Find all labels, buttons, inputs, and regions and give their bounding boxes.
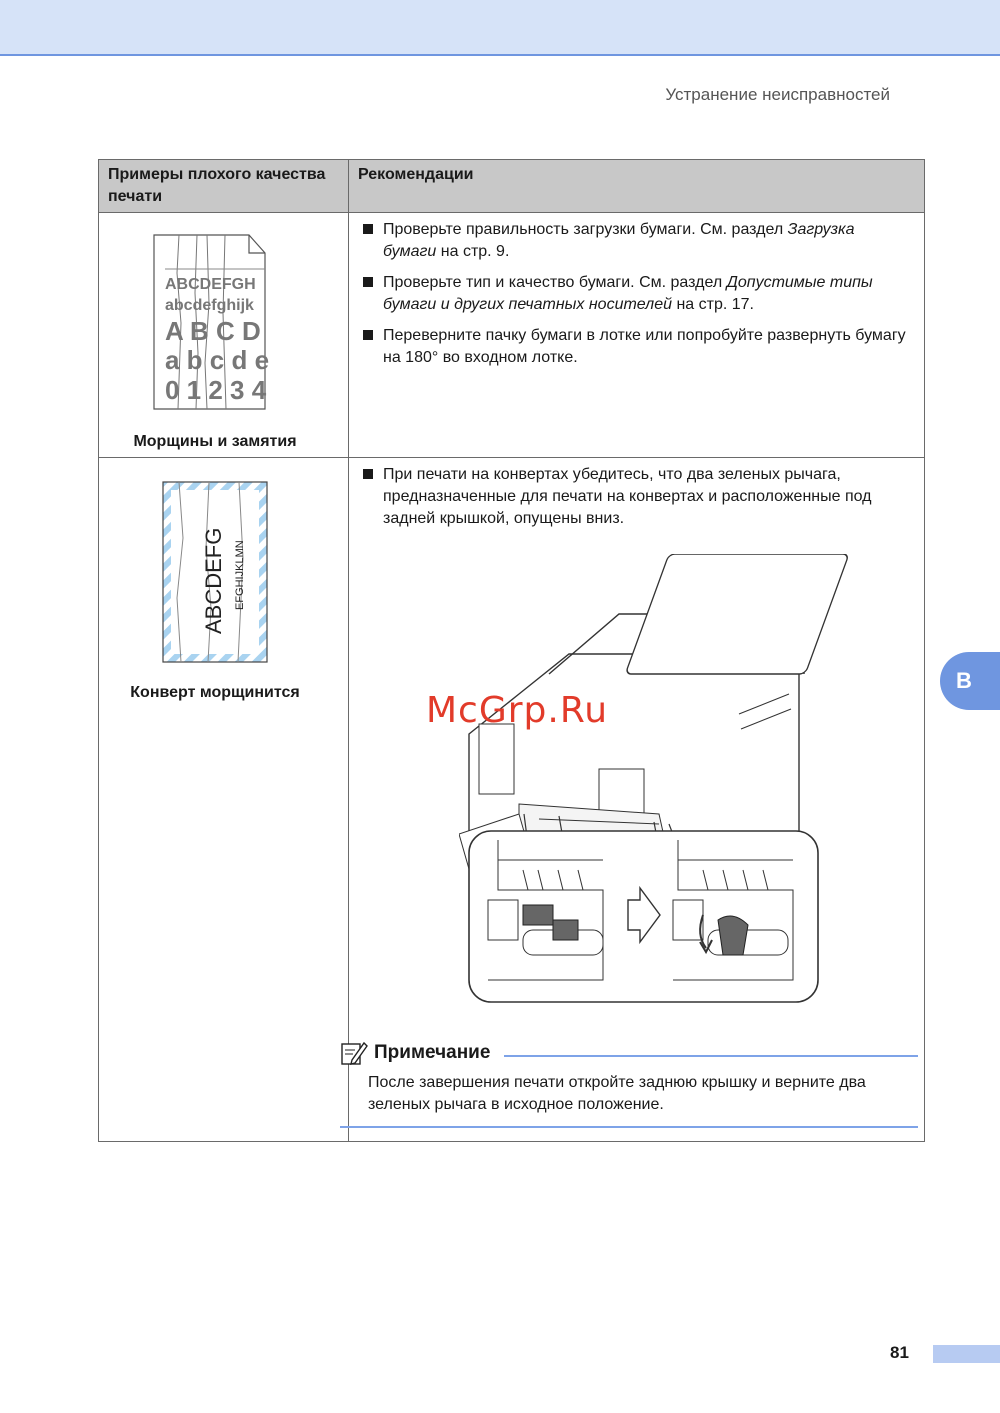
square-bullet-icon: [363, 224, 373, 234]
chapter-tab: B: [940, 652, 1000, 710]
envelope-line-2: EFGHIJKLMN: [234, 540, 246, 610]
wrinkle-sample-cell: [99, 213, 349, 458]
running-head: Устранение неисправностей: [665, 85, 890, 104]
note-bottom-rule: [340, 1126, 918, 1128]
list-item: При печати на конвертах убедитесь, что два зеленых рычага, предназначенные для печати на конвертах и расположенные под задней крышкой, опущены вниз.: [363, 464, 912, 530]
list-item: Переверните пачку бумаги в лотке или попробуйте развернуть бумагу на 180° во входном лотке.: [363, 325, 912, 369]
square-bullet-icon: [363, 330, 373, 340]
sample-line-4: a b c d e: [165, 345, 270, 375]
table-header-row: [99, 160, 925, 213]
note-rule: [504, 1055, 918, 1057]
troubleshooting-table: [98, 159, 925, 1142]
page-number-bar: [933, 1345, 1000, 1363]
table-row: [99, 213, 925, 458]
sample-line-5: 0 1 2 3 4: [165, 375, 267, 405]
sample-line-2: abcdefghijk: [165, 297, 254, 314]
list-item: Проверьте тип и качество бумаги. См. раздел Допустимые типы бумаги и других печатных носителей на стр. 17.: [363, 272, 912, 316]
table-row: [99, 458, 925, 1142]
envelope-caption: Конверт морщинится: [130, 684, 300, 701]
wrinkled-envelope-illustration: [99, 458, 331, 668]
header-samples: Примеры плохого качества печати: [99, 160, 349, 213]
sample-line-1: ABCDEFGH: [165, 276, 256, 293]
top-band: [0, 0, 1000, 56]
wrinkle-caption: Морщины и замятия: [133, 433, 297, 450]
header-recommendations: Рекомендации: [349, 160, 925, 213]
page-number: 81: [890, 1343, 909, 1362]
lever-detail-illustration: [468, 830, 820, 1004]
square-bullet-icon: [363, 469, 373, 479]
watermark: McGrp.Ru: [426, 690, 609, 731]
note-title: Примечание: [374, 1042, 491, 1063]
note-pencil-icon: [340, 1040, 368, 1066]
list-item: Проверьте правильность загрузки бумаги. См. раздел Загрузка бумаги на стр. 9.: [363, 219, 912, 263]
wrinkle-recommendations-cell: [349, 213, 925, 458]
note-text: После завершения печати откройте заднюю крышку и верните два зеленых рычага в исходное положение.: [368, 1074, 866, 1113]
envelope-line-1: ABCDEFG: [201, 527, 226, 634]
square-bullet-icon: [363, 277, 373, 287]
envelope-recommendations-cell: [349, 458, 925, 1142]
note-box: [340, 1040, 918, 1128]
envelope-sample-cell: [99, 458, 349, 1142]
wrinkled-page-illustration: [99, 213, 331, 457]
sample-line-3: A B C D: [165, 316, 261, 346]
